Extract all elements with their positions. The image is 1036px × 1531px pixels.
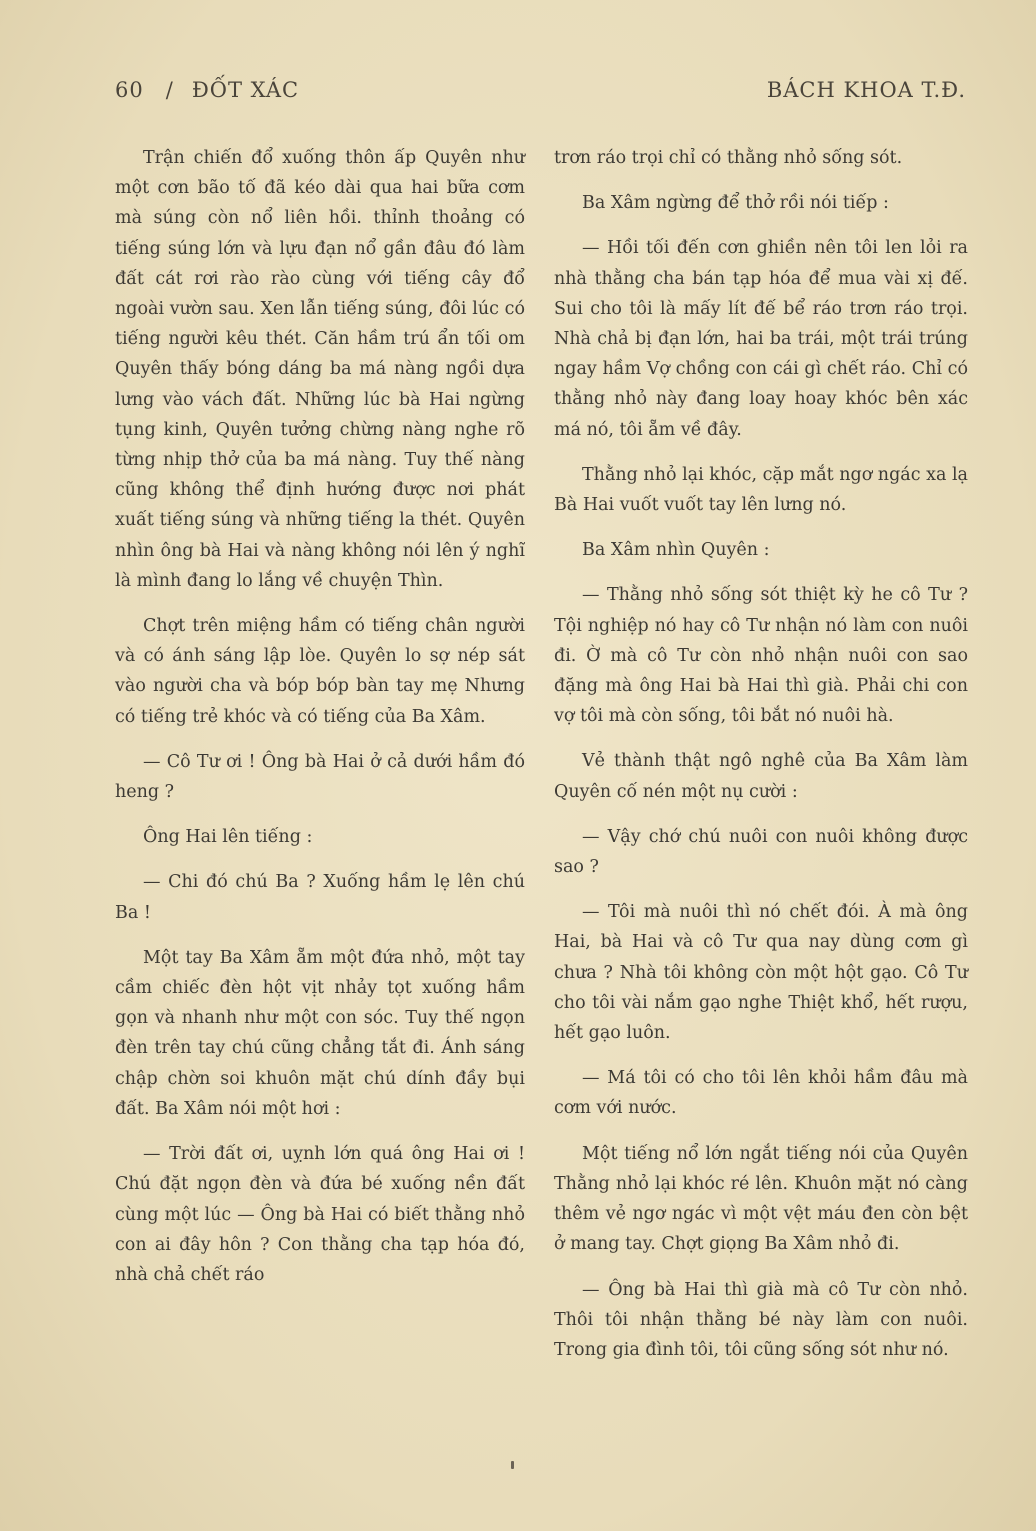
paragraph: Ông Hai lên tiếng : bbox=[143, 827, 313, 848]
paragraph: — Chi đó chú Ba ? Xuống hầm lẹ lên chú Ba ! bbox=[115, 872, 525, 923]
left-text-column bbox=[115, 143, 525, 1305]
paragraph: Một tiếng nổ lớn ngắt tiếng nói của Quyên Thằng nhỏ lại khóc ré lên. Khuôn mặt nó càng thêm vẻ ngơ ngác vì một vệt máu đen còn bệt ở mang tay. Chợt giọng Ba Xâm nhỏ đi. bbox=[554, 1143, 968, 1255]
paragraph: Ba Xâm ngừng để thở rồi nói tiếp : bbox=[582, 193, 889, 214]
paragraph: — Má tôi có cho tôi lên khỏi hầm đâu mà cơm với nước. bbox=[554, 1068, 968, 1119]
paragraph: Ba Xâm nhìn Quyên : bbox=[582, 540, 770, 561]
section-title: ĐỐT XÁC bbox=[191, 78, 300, 102]
publication-name: BÁCH KHOA T.Đ. bbox=[766, 78, 966, 102]
running-header bbox=[115, 78, 966, 108]
paragraph: — Hồi tối đến cơn ghiền nên tôi len lỏi ra nhà thằng cha bán tạp hóa để mua vài xị đế. Sui cho tôi là mấy lít đế bể ráo trơn ráo trọi. Nhà chả bị đạn lớn, hai ba trái, một trái trúng ngay hầm Vợ chồng con cái gì chết ráo. Chỉ có thằng nhỏ này đang loay hoay khóc bên xác má nó, tôi ẵm về đây. bbox=[554, 238, 968, 440]
paragraph: Vẻ thành thật ngô nghê của Ba Xâm làm Quyên cố nén một nụ cười : bbox=[554, 751, 968, 802]
paragraph: — Trời đất ơi, uỵnh lớn quá ông Hai ơi ! Chú đặt ngọn đèn và đứa bé xuống nền đất cùng một lúc — Ông bà Hai có biết thằng nhỏ con ai đây hôn ? Con thằng cha tạp hóa đó, nhà chả chết ráo bbox=[115, 1144, 525, 1285]
paragraph: — Tôi mà nuôi thì nó chết đói. À mà ông Hai, bà Hai và cô Tư qua nay dùng cơm gì chưa ? Nhà tôi không còn một hột gạo. Cô Tư cho tôi vài nắm gạo nghe Thiệt khổ, hết rượu, hết gạo luôn. bbox=[554, 902, 968, 1044]
print-mark bbox=[511, 1461, 514, 1469]
header-separator: / bbox=[165, 78, 174, 102]
paragraph: Thằng nhỏ lại khóc, cặp mắt ngơ ngác xa lạ Bà Hai vuốt vuốt tay lên lưng nó. bbox=[554, 464, 968, 516]
paragraph: Trận chiến đổ xuống thôn ấp Quyên như một cơn bão tố đã kéo dài qua hai bữa cơm mà súng còn nổ liên hồi. thỉnh thoảng có tiếng súng lớn và lựu đạn nổ gần đâu đó làm đất cát rơi rào rào cùng với tiếng cây đổ ngoài vườn sau. Xen lẫn tiếng súng, đôi lúc có tiếng người kêu thét. Căn hầm trú ẩn tối om Quyên thấy bóng dáng ba má nàng ngồi dựa lưng vào vách đất. Những lúc bà Hai ngừng tụng kinh, Quyên tưởng chừng nàng nghe rõ từng nhịp thở của ba má nàng. Tuy thế nàng cũng không thể định hướng được nơi phát xuất tiếng súng và những tiếng la thét. Quyên nhìn ông bà Hai và nàng không nói lên ý nghĩ là mình đang lo lắng về chuyện Thìn. bbox=[115, 148, 525, 591]
right-text-column bbox=[554, 143, 968, 1380]
header-left bbox=[115, 78, 299, 102]
paragraph: — Ông bà Hai thì già mà cô Tư còn nhỏ. Thôi tôi nhận thằng bé này làm con nuôi. Trong gia đình tôi, tôi cũng sống sót như nó. bbox=[554, 1279, 968, 1360]
paragraph: — Thằng nhỏ sống sót thiệt kỳ he cô Tư ? Tội nghiệp nó hay cô Tư nhận nó làm con nuôi đi. Ờ mà cô Tư còn nhỏ nhận nuôi con sao đặng mà ông Hai bà Hai thì già. Phải chi con vợ tôi mà còn sống, tôi bắt nó nuôi hà. bbox=[554, 585, 968, 727]
page-number: 60 bbox=[115, 78, 144, 102]
paragraph: Chợt trên miệng hầm có tiếng chân người và có ánh sáng lập lòe. Quyên lo sợ nép sát vào người cha và bóp bóp bàn tay mẹ Nhưng có tiếng trẻ khóc và có tiếng của Ba Xâm. bbox=[115, 616, 525, 727]
paragraph: Một tay Ba Xâm ẵm một đứa nhỏ, một tay cầm chiếc đèn hột vịt nhảy tọt xuống hầm gọn và nhanh như một con sóc. Tuy thế ngọn đèn trên tay chú cũng chẳng tắt đi. Ánh sáng chập chờn soi khuôn mặt chú dính đầy bụi đất. Ba Xâm nói một hơi : bbox=[115, 947, 525, 1119]
paragraph: — Cô Tư ơi ! Ông bà Hai ở cả dưới hầm đó heng ? bbox=[115, 751, 525, 803]
paragraph: — Vậy chớ chú nuôi con nuôi không được sao ? bbox=[554, 826, 968, 878]
paragraph-continued: trơn ráo trọi chỉ có thằng nhỏ sống sót. bbox=[554, 148, 903, 168]
